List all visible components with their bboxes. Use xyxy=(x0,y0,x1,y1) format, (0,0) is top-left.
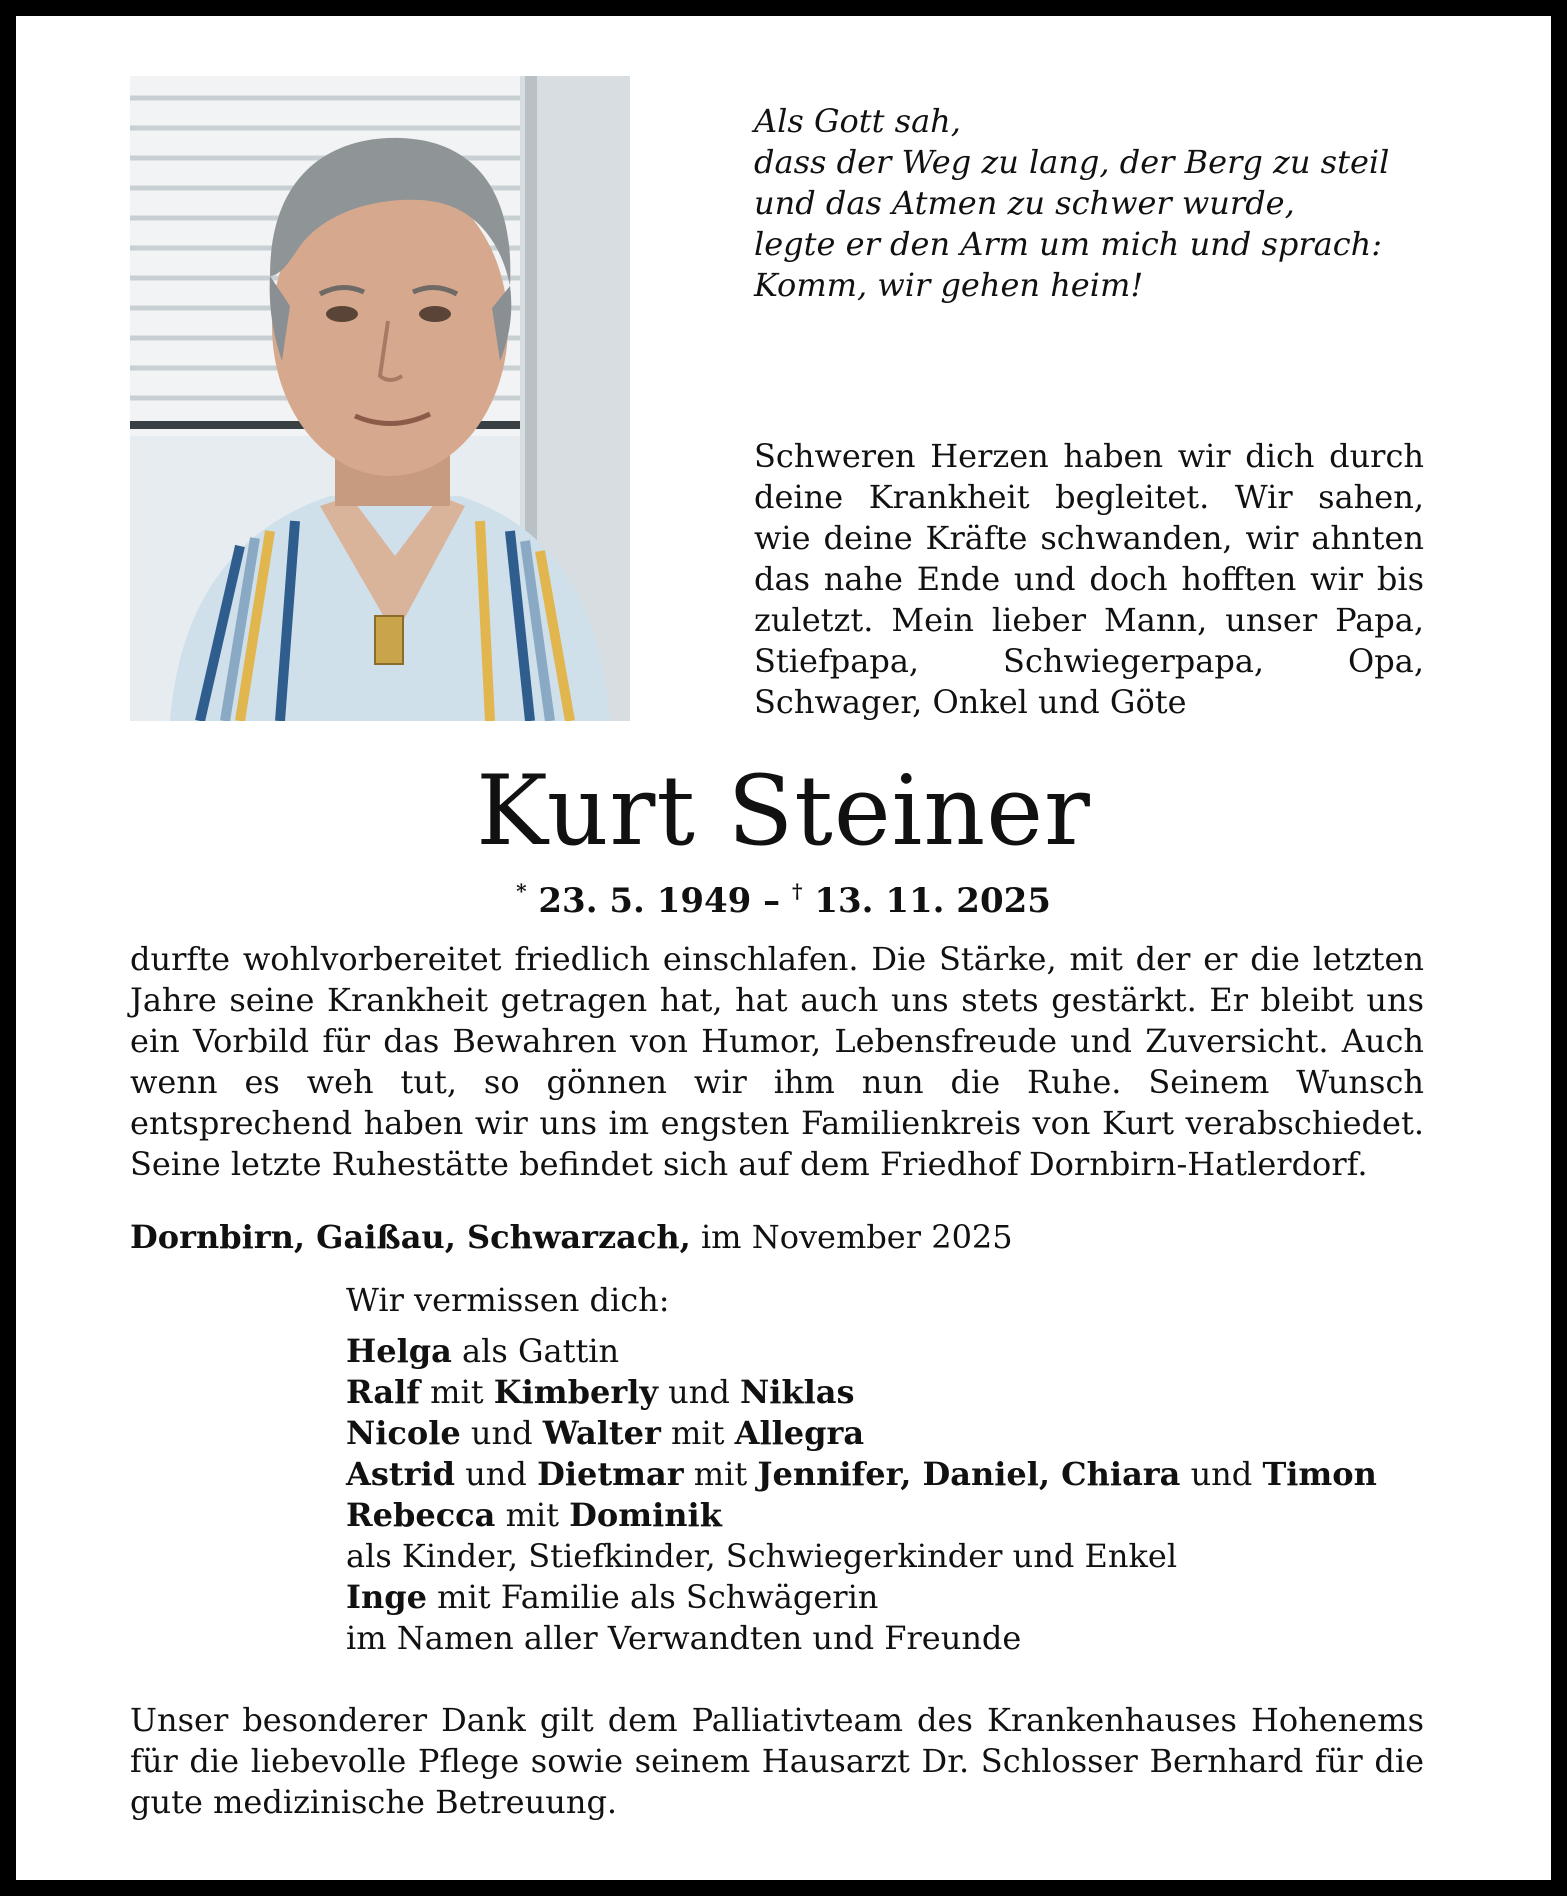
portrait-photo xyxy=(130,76,630,721)
family-line xyxy=(346,1331,1436,1372)
life-dates xyxy=(16,871,1551,921)
poem xyxy=(754,101,1474,306)
poem-line: legte er den Arm um mich und sprach: xyxy=(754,225,1383,263)
family-member-name: Walter xyxy=(542,1414,661,1452)
family-relation-text: und xyxy=(657,1373,740,1411)
family-relation-text: und xyxy=(1180,1455,1263,1493)
family-member-name: Rebecca xyxy=(346,1496,496,1534)
family-list xyxy=(346,1280,1436,1659)
poem-line: Als Gott sah, xyxy=(754,102,961,140)
family-line xyxy=(346,1618,1436,1659)
family-heading: Wir vermissen dich: xyxy=(346,1281,670,1319)
family-relation-text: und xyxy=(460,1414,543,1452)
death-date: 13. 11. 2025 xyxy=(814,881,1051,921)
thanks-paragraph: Unser besonderer Dank gilt dem Palliativteam des Krankenhauses Hohenems für die liebevolle Pflege sowie seinem Hausarzt Dr. Schlosser Bernhard für die gute medizinische Betreuung. xyxy=(130,1701,1424,1821)
family-relation-text: mit Familie als Schwägerin xyxy=(426,1578,879,1616)
family-member-name: Astrid xyxy=(346,1455,456,1493)
family-member-name: Nicole xyxy=(346,1414,461,1452)
family-lines xyxy=(346,1331,1436,1659)
family-relation-text: mit xyxy=(495,1496,570,1534)
family-line xyxy=(346,1536,1436,1577)
family-member-name: Timon xyxy=(1262,1455,1377,1493)
obituary-page xyxy=(16,16,1551,1880)
family-member-name: Jennifer, Daniel, Chiara xyxy=(757,1455,1181,1493)
family-line xyxy=(346,1577,1436,1618)
places: Dornbirn, Gaißau, Schwarzach, xyxy=(130,1218,691,1256)
death-symbol: † xyxy=(792,879,803,903)
poem-line: dass der Weg zu lang, der Berg zu steil xyxy=(754,143,1390,181)
family-member-name: Allegra xyxy=(734,1414,865,1452)
place-date: im November 2025 xyxy=(700,1218,1013,1256)
family-line xyxy=(346,1413,1436,1454)
intro-paragraph: Schweren Herzen haben wir dich durch deine Krankheit begleitet. Wir sahen, wie deine Kräfte schwanden, wir ahnten das nahe Ende und doch hofften wir bis zuletzt. Mein lieber Mann, unser Papa, Stiefpapa, Schwiegerpapa, Opa, Schwager, Onkel und Göte xyxy=(754,437,1424,721)
family-member-name: Kimberly xyxy=(493,1373,658,1411)
family-relation-text: als Gattin xyxy=(451,1332,620,1370)
family-relation-text: mit xyxy=(419,1373,494,1411)
family-member-name: Ralf xyxy=(346,1373,420,1411)
family-member-name: Dominik xyxy=(569,1496,722,1534)
family-line xyxy=(346,1372,1436,1413)
family-member-name: Dietmar xyxy=(537,1455,684,1493)
family-line xyxy=(346,1454,1436,1495)
body-paragraph: durfte wohlvorbereitet friedlich einschlafen. Die Stärke, mit der er die letzten Jahre seine Krankheit getragen hat, hat auch uns stets gestärkt. Er bleibt uns ein Vorbild für das Bewahren von Humor, Lebensfreude und Zuversicht. Auch wenn es weh tut, so gönnen wir ihm nun die Ruhe. Seinem Wunsch entsprechend haben wir uns im engsten Familienkreis von Kurt verabschiedet. Seine letzte Ruhestätte befindet sich auf dem Friedhof Dornbirn-Hatlerdorf. xyxy=(130,940,1424,1183)
family-relation-text: mit xyxy=(683,1455,758,1493)
family-relation-text: und xyxy=(455,1455,538,1493)
date-separator: – xyxy=(763,881,781,921)
birth-date: 23. 5. 1949 xyxy=(538,881,752,921)
portrait-illustration xyxy=(130,76,630,721)
family-member-name: Inge xyxy=(346,1578,427,1616)
family-member-name: Helga xyxy=(346,1332,452,1370)
family-relation-text: im Namen aller Verwandten und Freunde xyxy=(346,1619,1022,1657)
birth-symbol: * xyxy=(516,879,527,903)
deceased-name: Kurt Steiner xyxy=(476,755,1091,867)
place-date-line xyxy=(130,1217,1424,1258)
family-line xyxy=(346,1495,1436,1536)
poem-line: Komm, wir gehen heim! xyxy=(754,266,1144,304)
poem-line: und das Atmen zu schwer wurde, xyxy=(754,184,1295,222)
family-relation-text: als Kinder, Stiefkinder, Schwiegerkinder und Enkel xyxy=(346,1537,1178,1575)
family-relation-text: mit xyxy=(660,1414,735,1452)
family-member-name: Niklas xyxy=(739,1373,855,1411)
